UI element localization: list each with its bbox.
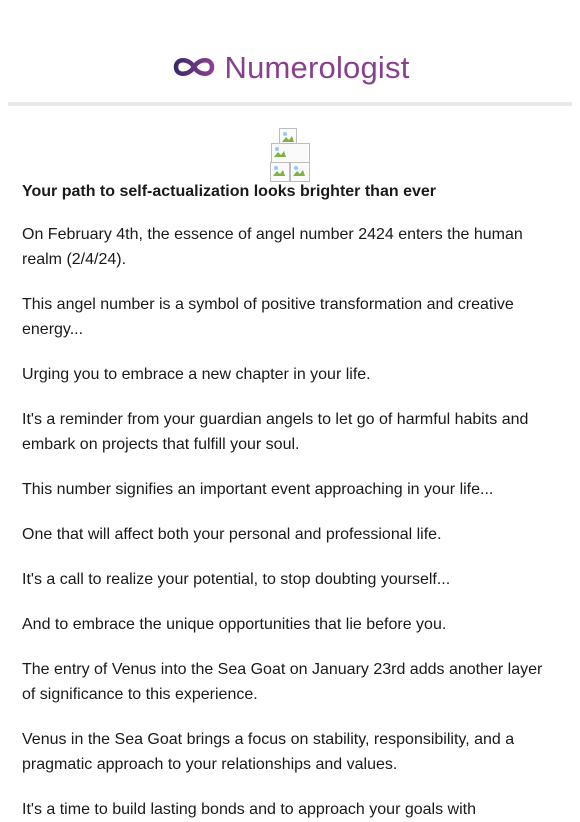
broken-image-cluster: [0, 106, 580, 186]
paragraph: This number signifies an important event approaching in your life...: [22, 481, 494, 498]
paragraph: One that will affect both your personal and professional life.: [22, 526, 442, 543]
email-header: [0, 0, 580, 102]
paragraph: This angel number is a symbol of positive transformation and creative energy...: [22, 296, 514, 338]
infinity-logo-icon: [170, 52, 218, 82]
paragraph: It's a reminder from your guardian angels to let go of harmful habits and embark on projects that fulfill your soul.: [22, 411, 529, 453]
numerologist-logo[interactable]: [170, 49, 410, 85]
logo-wordmark: Numerologist: [224, 49, 410, 85]
paragraph: And to embrace the unique opportunities that lie before you.: [22, 616, 447, 633]
paragraph: It's a call to realize your potential, to stop doubting yourself...: [22, 571, 451, 588]
paragraph: Venus in the Sea Goat brings a focus on stability, responsibility, and a pragmatic approach to your relationships and values.: [22, 731, 515, 773]
paragraph: It's a time to build lasting bonds and to approach your goals with: [22, 801, 476, 818]
paragraph: On February 4th, the essence of angel number 2424 enters the human realm (2/4/24).: [22, 226, 523, 268]
broken-image-icon: [270, 162, 290, 182]
email-body: [0, 182, 580, 822]
headline: Your path to self-actualization looks brighter than ever: [22, 183, 436, 200]
paragraph: The entry of Venus into the Sea Goat on January 23rd adds another layer of significance to this experience.: [22, 661, 543, 703]
paragraph: Urging you to embrace a new chapter in your life.: [22, 366, 371, 383]
broken-image-icon: [290, 162, 310, 182]
